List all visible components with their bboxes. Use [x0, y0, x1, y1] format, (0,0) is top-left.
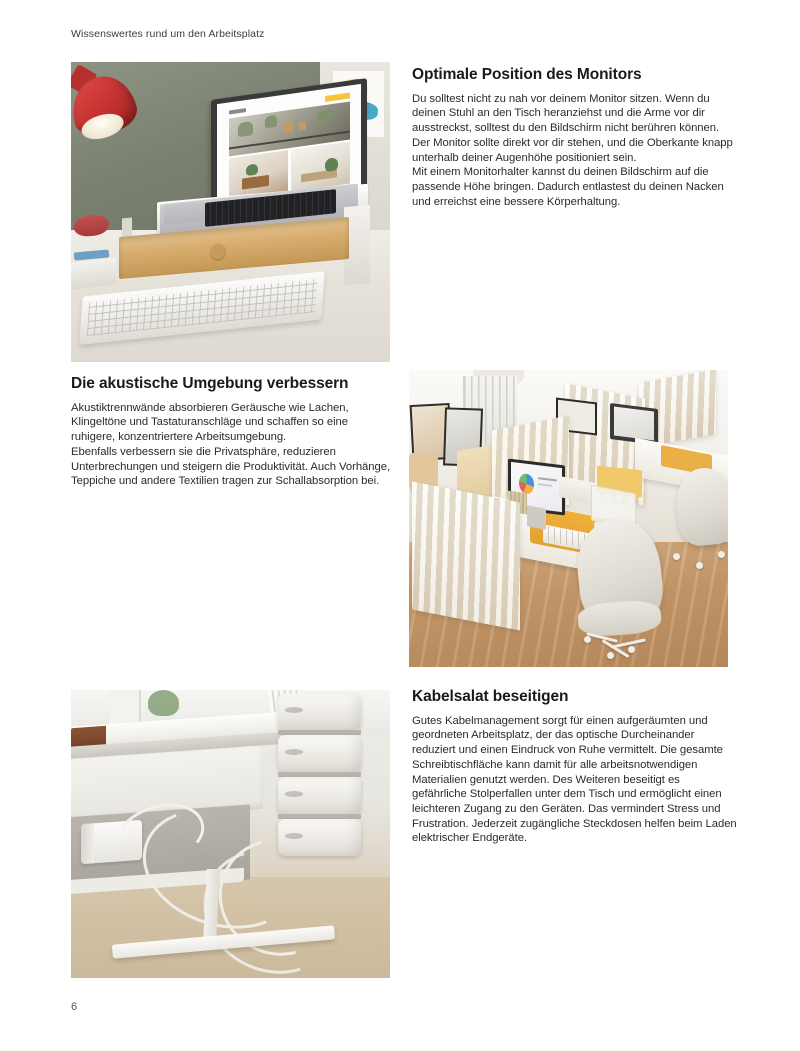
cable-management-photo	[71, 690, 390, 978]
article-cable-management	[412, 688, 737, 846]
page-number: 6	[71, 1001, 78, 1013]
monitor-stand-photo	[71, 62, 390, 362]
chart-line	[538, 477, 557, 482]
chart-line	[538, 483, 552, 487]
paragraph: Ebenfalls verbessern sie die Privatsphäre, reduzieren Unterbrechungen und steigern die Produktivität. Auch Vorhänge, Teppiche und andere Textilien tragen zur Schallabsorption bei.	[71, 445, 391, 488]
chair-base	[584, 625, 654, 661]
running-header: Wissenswertes rund um den Arbeitsplatz	[71, 28, 265, 40]
cable-ring	[278, 693, 361, 730]
paragraph: Akustiktrennwände absorbieren Geräusche wie Lachen, Klingeltöne und Tastaturanschläge und schaffen so eine ruhigere, konzentriertere Arbeitsumgebung.	[71, 401, 349, 444]
article-body-monitor	[412, 92, 734, 210]
article-heading-cable: Kabelsalat beseitigen	[412, 688, 569, 705]
cable-ring	[278, 819, 361, 856]
paragraph: Gutes Kabelmanagement sorgt für einen aufgeräumten und geordneten Arbeitsplatz, der das optische Durcheinander reduziert und einen Eindruck von Ruhe vermittelt. Die gesamte Schreibtischfläche kann damit für alle arbeitsnotwendigen Materialien genutzt werden. Des Weiteren beseitigt es gefährliche Stolperfallen unter dem Tisch und ermöglicht einen leichteren Zugang zu den Geräten. Das vermindert Stress und Frustration. Jederzeit zugängliche Steckdosen helfen beim Laden elektrischer Endgeräte.	[412, 714, 737, 845]
monitor-back	[610, 403, 658, 444]
article-monitor-position	[412, 66, 734, 209]
notebook-stack	[71, 257, 116, 289]
cable-organizer-stack	[278, 690, 361, 851]
website-logo	[229, 108, 246, 115]
chair-base	[671, 536, 728, 572]
acoustic-panel-front	[412, 481, 520, 630]
paragraph: Mit einem Monitorhalter kannst du deinen Bildschirm auf die passende Höhe bringen. Dadurch entlastest du deinen Nacken und erreichst eine bessere Körperhaltung.	[412, 166, 724, 208]
article-acoustic-environment	[71, 375, 391, 489]
cable-ring	[278, 735, 361, 772]
article-heading-monitor: Optimale Position des Monitors	[412, 66, 642, 83]
article-body-acoustic	[71, 401, 391, 489]
donut-chart-icon	[518, 473, 533, 495]
website-cta-button	[326, 93, 350, 102]
article-heading-acoustic: Die akustische Umgebung verbessern	[71, 375, 349, 392]
plant-icon	[148, 690, 180, 716]
article-body-cable	[412, 714, 737, 847]
monitor-stand	[527, 505, 546, 529]
cable-ring	[278, 777, 361, 814]
paragraph: Du solltest nicht zu nah vor deinem Monitor sitzen. Wenn du deinen Stuhl an den Tisch heranziehst und die Arme vor dir ausstreckst, solltest du den Bildschirm nicht berühren können. Der Monitor sollte direkt vor dir stehen, und die Oberkante knapp unterhalb deiner Augenhöhe positioniert sein.	[412, 92, 733, 164]
acoustic-office-photo	[409, 370, 728, 667]
